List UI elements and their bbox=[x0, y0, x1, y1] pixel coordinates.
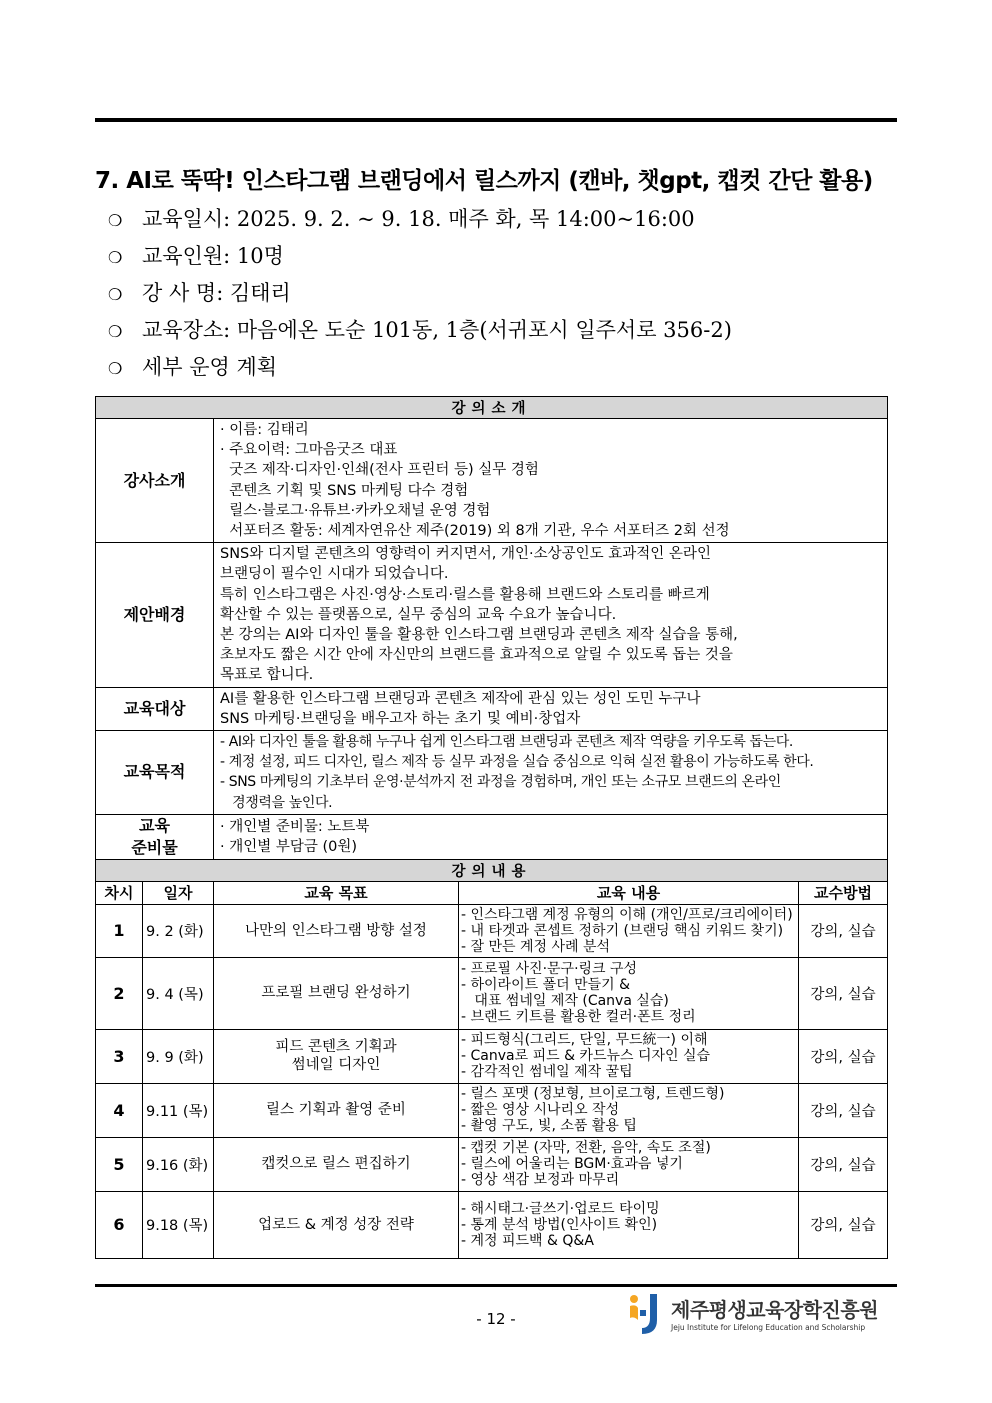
text-line: · 개인별 준비물: 노트북 bbox=[220, 818, 370, 835]
session-method: 강의, 실습 bbox=[799, 1137, 888, 1191]
materials-label bbox=[96, 814, 214, 859]
instructor-content bbox=[214, 419, 888, 543]
text-line: - SNS 마케팅의 기초부터 운영·분석까지 전 과정을 경험하며, 개인 또는 소규모 브랜드의 온라인 bbox=[220, 774, 781, 791]
content-line: - 감각적인 썸네일 제작 꿀팁 bbox=[461, 1064, 633, 1081]
bottom-rule bbox=[95, 1284, 897, 1287]
session-goal bbox=[214, 904, 459, 957]
institute-name: 제주평생교육장학진흥원 bbox=[671, 1298, 879, 1322]
session-number: 3 bbox=[96, 1029, 143, 1083]
text-line: 콘텐츠 기획 및 SNS 마케팅 다수 경험 bbox=[220, 482, 469, 499]
text-line: 초보자도 짧은 시간 안에 자신만의 브랜드를 효과적으로 알릴 수 있도록 돕는 것을 bbox=[220, 647, 733, 664]
section-title: 7. AI로 뚝딱! 인스타그램 브랜딩에서 릴스까지 (캔바, 챗gpt, 캡컷 간단 활용) bbox=[95, 168, 873, 194]
bullet-circle-icon: ❍ bbox=[108, 322, 123, 341]
target-content bbox=[214, 687, 888, 730]
schedule-column-header-row bbox=[96, 881, 888, 904]
info-bullet-text: 교육일시: 2025. 9. 2. ~ 9. 18. 매주 화, 목 14:00~16:00 bbox=[142, 207, 695, 231]
objective-content bbox=[214, 731, 888, 815]
content-line: - 릴스에 어울리는 BGM·효과음 넣기 bbox=[461, 1156, 683, 1173]
content-line: - 계정 피드백 & Q&A bbox=[461, 1232, 594, 1249]
session-date: 9.16 (화) bbox=[143, 1137, 214, 1191]
text-line: 확산할 수 있는 플랫폼으로, 실무 중심의 교육 수요가 높습니다. bbox=[220, 606, 617, 623]
info-bullet-item bbox=[108, 204, 732, 241]
session-date: 9.18 (목) bbox=[143, 1191, 214, 1258]
session-method: 강의, 실습 bbox=[799, 1191, 888, 1258]
schedule-column-header: 차시 bbox=[96, 881, 143, 904]
schedule-column-header: 교육 목표 bbox=[214, 881, 459, 904]
text-line: 목표로 합니다. bbox=[220, 667, 314, 684]
info-bullet-item bbox=[108, 352, 732, 389]
session-number: 6 bbox=[96, 1191, 143, 1258]
target-label: 교육대상 bbox=[96, 687, 214, 730]
session-content bbox=[459, 904, 799, 957]
schedule-section-header: 강의내용 bbox=[96, 859, 888, 881]
info-bullet-item bbox=[108, 315, 732, 352]
session-goal bbox=[214, 1137, 459, 1191]
content-line: - 짧은 영상 시나리오 작성 bbox=[461, 1102, 620, 1119]
materials-content bbox=[214, 814, 888, 859]
session-number: 5 bbox=[96, 1137, 143, 1191]
bullet-circle-icon: ❍ bbox=[108, 248, 123, 267]
session-number: 4 bbox=[96, 1083, 143, 1137]
content-line: - 피드형식(그리드, 단일, 무드統一) 이해 bbox=[461, 1032, 708, 1049]
info-bullet-list bbox=[108, 204, 732, 389]
session-method: 강의, 실습 bbox=[799, 904, 888, 957]
text-line: - 계정 설정, 피드 디자인, 릴스 제작 등 실무 과정을 실습 중심으로 익혀 실전 활용이 가능하도록 한다. bbox=[220, 754, 814, 771]
session-content bbox=[459, 1083, 799, 1137]
institute-english-name: Jeju Institute for Lifelong Education and Scholarship bbox=[671, 1323, 866, 1332]
session-number: 2 bbox=[96, 957, 143, 1029]
session-goal bbox=[214, 1029, 459, 1083]
text-line: AI를 활용한 인스타그램 브랜딩과 콘텐츠 제작에 관심 있는 성인 도민 누구나 bbox=[220, 690, 701, 707]
session-date: 9. 9 (화) bbox=[143, 1029, 214, 1083]
content-line: - Canva로 피드 & 카드뉴스 디자인 실습 bbox=[461, 1048, 711, 1065]
institute-logo bbox=[626, 1290, 896, 1340]
text-line: 본 강의는 AI와 디자인 툴을 활용한 인스타그램 브랜딩과 콘텐츠 제작 실습을 통해, bbox=[220, 627, 738, 644]
goal-line: 썸네일 디자인 bbox=[291, 1057, 381, 1074]
text-line: · 개인별 부담금 (0원) bbox=[220, 838, 358, 855]
goal-line: 피드 콘텐츠 기획과 bbox=[275, 1039, 397, 1056]
bullet-circle-icon: ❍ bbox=[108, 359, 123, 378]
content-line: - 캡컷 기본 (자막, 전환, 음악, 속도 조절) bbox=[461, 1140, 711, 1157]
goal-line: 릴스 기획과 촬영 준비 bbox=[266, 1102, 406, 1119]
goal-line: 캡컷으로 릴스 편집하기 bbox=[261, 1156, 411, 1173]
session-goal bbox=[214, 1083, 459, 1137]
schedule-column-header: 교육 내용 bbox=[459, 881, 799, 904]
info-bullet-item bbox=[108, 278, 732, 315]
text-line: 특히 인스타그램은 사진·영상·스토리·릴스를 활용해 브랜드와 스토리를 빠르게 bbox=[220, 586, 710, 603]
institute-emblem-icon bbox=[626, 1290, 666, 1338]
content-line: - 내 타겟과 콘셉트 정하기 (브랜딩 핵심 키워드 찾기) bbox=[461, 922, 784, 939]
schedule-rows bbox=[96, 904, 888, 1258]
content-line: - 통계 분석 방법(인사이트 확인) bbox=[461, 1216, 658, 1233]
text-line: 서포터즈 활동: 세계자연유산 제주(2019) 외 8개 기관, 우수 서포터즈 2회 선정 bbox=[220, 523, 730, 540]
bullet-circle-icon: ❍ bbox=[108, 211, 123, 230]
goal-line: 나만의 인스타그램 방향 설정 bbox=[245, 922, 427, 939]
session-date: 9. 2 (화) bbox=[143, 904, 214, 957]
text-line: · 이름: 김태리 bbox=[220, 422, 309, 438]
background-content bbox=[214, 543, 888, 687]
info-bullet-text: 강 사 명: 김태리 bbox=[142, 281, 291, 305]
bullet-circle-icon: ❍ bbox=[108, 285, 123, 304]
content-line: - 영상 색감 보정과 마무리 bbox=[461, 1172, 620, 1189]
table-row bbox=[96, 957, 888, 1029]
goal-line: 업로드 & 계정 성장 전략 bbox=[258, 1216, 414, 1233]
content-line: - 잘 만든 계정 사례 분석 bbox=[461, 938, 611, 955]
text-line: 경쟁력을 높인다. bbox=[220, 794, 333, 811]
content-line: - 인스타그램 계정 유형의 이해 (개인/프로/크리에이터) bbox=[461, 906, 793, 923]
schedule-column-header: 일자 bbox=[143, 881, 214, 904]
table-row bbox=[96, 1137, 888, 1191]
session-goal bbox=[214, 957, 459, 1029]
text-line: 굿즈 제작·디자인·인쇄(전사 프린터 등) 실무 경험 bbox=[220, 462, 539, 479]
info-bullet-item bbox=[108, 241, 732, 278]
session-method: 강의, 실습 bbox=[799, 1083, 888, 1137]
session-method: 강의, 실습 bbox=[799, 957, 888, 1029]
schedule-column-header: 교수방법 bbox=[799, 881, 888, 904]
table-row bbox=[96, 1029, 888, 1083]
session-number: 1 bbox=[96, 904, 143, 957]
text-line: · 주요이력: 그마음굿즈 대표 bbox=[220, 442, 398, 459]
info-bullet-text: 세부 운영 계획 bbox=[142, 355, 278, 379]
table-row bbox=[96, 904, 888, 957]
session-goal bbox=[214, 1191, 459, 1258]
intro-section-header: 강의소개 bbox=[96, 397, 888, 419]
session-date: 9.11 (목) bbox=[143, 1083, 214, 1137]
content-line: 대표 썸네일 제작 (Canva 실습) bbox=[461, 993, 669, 1010]
content-line: - 해시태그·글쓰기·업로드 타이밍 bbox=[461, 1200, 660, 1217]
content-line: - 하이라이트 폴더 만들기 & bbox=[461, 977, 631, 994]
goal-line: 프로필 브랜딩 완성하기 bbox=[261, 985, 411, 1002]
content-line: - 프로필 사진·문구·링크 구성 bbox=[461, 961, 638, 978]
session-content bbox=[459, 1137, 799, 1191]
text-line: SNS와 디지털 콘텐츠의 영향력이 커지면서, 개인·소상공인도 효과적인 온라인 bbox=[220, 546, 711, 563]
background-label: 제안배경 bbox=[96, 543, 214, 687]
page-number: - 12 - bbox=[476, 1310, 516, 1328]
text-line: - AI와 디자인 툴을 활용해 누구나 쉽게 인스타그램 브랜딩과 콘텐츠 제작 역량을 키우도록 돕는다. bbox=[220, 734, 793, 751]
content-line: - 촬영 구도, 빛, 소품 활용 팁 bbox=[461, 1118, 637, 1135]
content-line: - 릴스 포맷 (정보형, 브이로그형, 트렌드형) bbox=[461, 1086, 725, 1103]
table-row bbox=[96, 1083, 888, 1137]
info-bullet-text: 교육장소: 마음에온 도순 101동, 1층(서귀포시 일주서로 356-2) bbox=[142, 318, 732, 342]
objective-label: 교육목적 bbox=[96, 731, 214, 815]
session-method: 강의, 실습 bbox=[799, 1029, 888, 1083]
content-line: - 브랜드 키트를 활용한 컬러·폰트 정리 bbox=[461, 1009, 696, 1026]
top-rule bbox=[95, 118, 897, 122]
text-line: 릴스·블로그·유튜브·카카오채널 운영 경험 bbox=[220, 502, 491, 519]
course-plan-table bbox=[95, 396, 888, 1259]
text-line: 브랜딩이 필수인 시대가 되었습니다. bbox=[220, 566, 449, 583]
instructor-label: 강사소개 bbox=[96, 419, 214, 543]
session-content bbox=[459, 1191, 799, 1258]
session-content bbox=[459, 1029, 799, 1083]
session-content bbox=[459, 957, 799, 1029]
materials-label-line-2: 준비물 bbox=[131, 837, 178, 857]
materials-label-line-1: 교육 bbox=[139, 815, 170, 835]
info-bullet-text: 교육인원: 10명 bbox=[142, 244, 284, 268]
table-row bbox=[96, 1191, 888, 1258]
session-date: 9. 4 (목) bbox=[143, 957, 214, 1029]
text-line: SNS 마케팅·브랜딩을 배우고자 하는 초기 및 예비·창업자 bbox=[220, 710, 581, 727]
